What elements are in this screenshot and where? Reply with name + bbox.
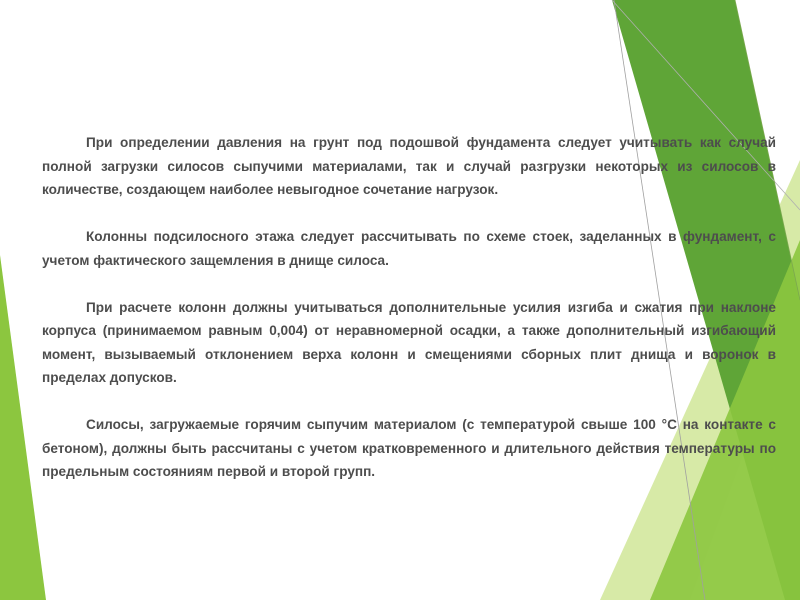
paragraph-2: Колонны подсилосного этажа следует рассчитывать по схеме стоек, заделанных в фундамент, с учетом фактического защемления в днище силоса. [42,229,776,268]
left-green-band [0,255,46,600]
slide-text [42,131,776,484]
paragraph-1: При определении давления на грунт под подошвой фундамента следует учитывать как случай полной загрузки силосов сыпучими материалами, так и случай разгрузки некоторых из силосов в количестве, создающем наиболее невыгодное сочетание нагрузок. [42,135,776,197]
paragraph-4: Силосы, загружаемые горячим сыпучим материалом (с температурой свыше 100 °С на контакте с бетоном), должны быть рассчитаны с учетом кратковременного и длительного действия температуры по предельным состояниям первой и второй групп. [42,417,776,479]
paragraph-3: При расчете колонн должны учитываться дополнительные усилия изгиба и сжатия при наклоне корпуса (принимаемом равным 0,004) от неравномерной осадки, а также дополнительный изгибающий момент, вызываемый отклонением верха колонн и смещениями сборных плит днища и воронок в пределах допусков. [42,299,776,385]
